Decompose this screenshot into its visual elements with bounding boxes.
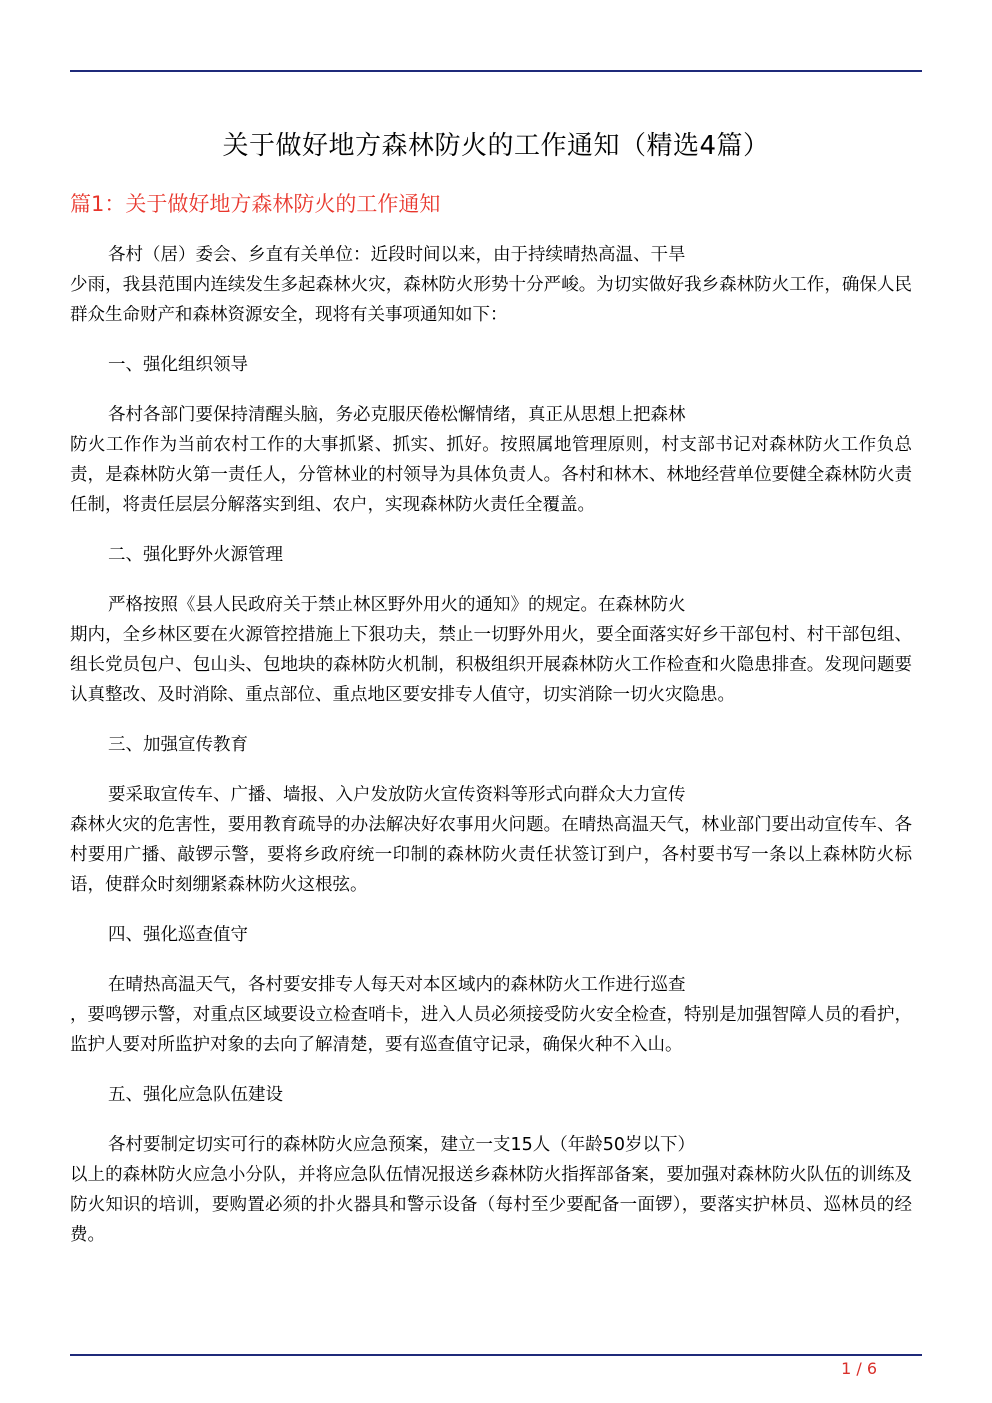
paragraph-continuation: 期内，全乡林区要在火源管控措施上下狠功夫，禁止一切野外用火，要全面落实好乡干部包村、村干部包组、组长党员包户、包山头、包地块的森林防火机制，积极组织开展森林防火工作检查和火隐患排查。发现问题要认真整改、及时消除、重点部位、重点地区要安排专人值守，切实消除一切火灾隐患。 — [70, 625, 912, 705]
subheading: 五、强化应急队伍建设 — [108, 1085, 283, 1105]
page-number: 1 / 6 — [841, 1359, 877, 1378]
paragraph-continuation: 少雨，我县范围内连续发生多起森林火灾，森林防火形势十分严峻。为切实做好我乡森林防火工作，确保人民群众生命财产和森林资源安全，现将有关事项通知如下： — [70, 275, 912, 325]
document-title: 关于做好地方森林防火的工作通知（精选4篇） — [222, 131, 770, 161]
paragraph — [70, 590, 912, 710]
paragraph-continuation: 森林火灾的危害性，要用教育疏导的办法解决好农事用火问题。在晴热高温天气，林业部门要出动宣传车、各村要用广播、敲锣示警，要将乡政府统一印制的森林防火责任状签订到户，各村要书写一条以上森林防火标语，使群众时刻绷紧森林防火这根弦。 — [70, 815, 912, 895]
paragraph-first-line: 严格按照《县人民政府关于禁止林区野外用火的通知》的规定。在森林防火 — [108, 595, 686, 615]
footer-rule — [70, 1354, 922, 1356]
subheading: 一、强化组织领导 — [108, 355, 248, 375]
subheading: 四、强化巡查值守 — [108, 925, 248, 945]
document-body — [70, 240, 912, 1270]
paragraph-continuation: 防火工作作为当前农村工作的大事抓紧、抓实、抓好。按照属地管理原则，村支部书记对森林防火工作负总责，是森林防火第一责任人，分管林业的村领导为具体负责人。各村和林木、林地经营单位要健全森林防火责任制，将责任层层分解落实到组、农户，实现森林防火责任全覆盖。 — [70, 435, 912, 515]
paragraph-first-line: 各村（居）委会、乡直有关单位：近段时间以来，由于持续晴热高温、干旱 — [108, 245, 686, 265]
paragraph-first-line: 在晴热高温天气，各村要安排专人每天对本区域内的森林防火工作进行巡查 — [108, 975, 686, 995]
paragraph — [70, 970, 912, 1060]
paragraph — [70, 400, 912, 520]
header-rule — [70, 70, 922, 72]
paragraph — [70, 1130, 912, 1250]
subheading: 三、加强宣传教育 — [108, 735, 248, 755]
paragraph-continuation: 以上的森林防火应急小分队，并将应急队伍情况报送乡森林防火指挥部备案，要加强对森林防火队伍的训练及防火知识的培训，要购置必须的扑火器具和警示设备（每村至少要配备一面锣），要落实护林员、巡林员的经费。 — [70, 1165, 912, 1245]
subheading: 二、强化野外火源管理 — [108, 545, 283, 565]
paragraph — [70, 240, 912, 330]
paragraph — [70, 780, 912, 900]
paragraph-first-line: 各村各部门要保持清醒头脑，务必克服厌倦松懈情绪，真正从思想上把森林 — [108, 405, 686, 425]
paragraph-continuation: ，要鸣锣示警，对重点区域要设立检查哨卡，进入人员必须接受防火安全检查，特别是加强智障人员的看护，监护人要对所监护对象的去向了解清楚，要有巡查值守记录，确保火种不入山。 — [70, 1005, 912, 1055]
section-heading: 篇1：关于做好地方森林防火的工作通知 — [70, 192, 441, 216]
paragraph-first-line: 各村要制定切实可行的森林防火应急预案，建立一支15人（年龄50岁以下） — [108, 1135, 696, 1155]
paragraph-first-line: 要采取宣传车、广播、墙报、入户发放防火宣传资料等形式向群众大力宣传 — [108, 785, 686, 805]
